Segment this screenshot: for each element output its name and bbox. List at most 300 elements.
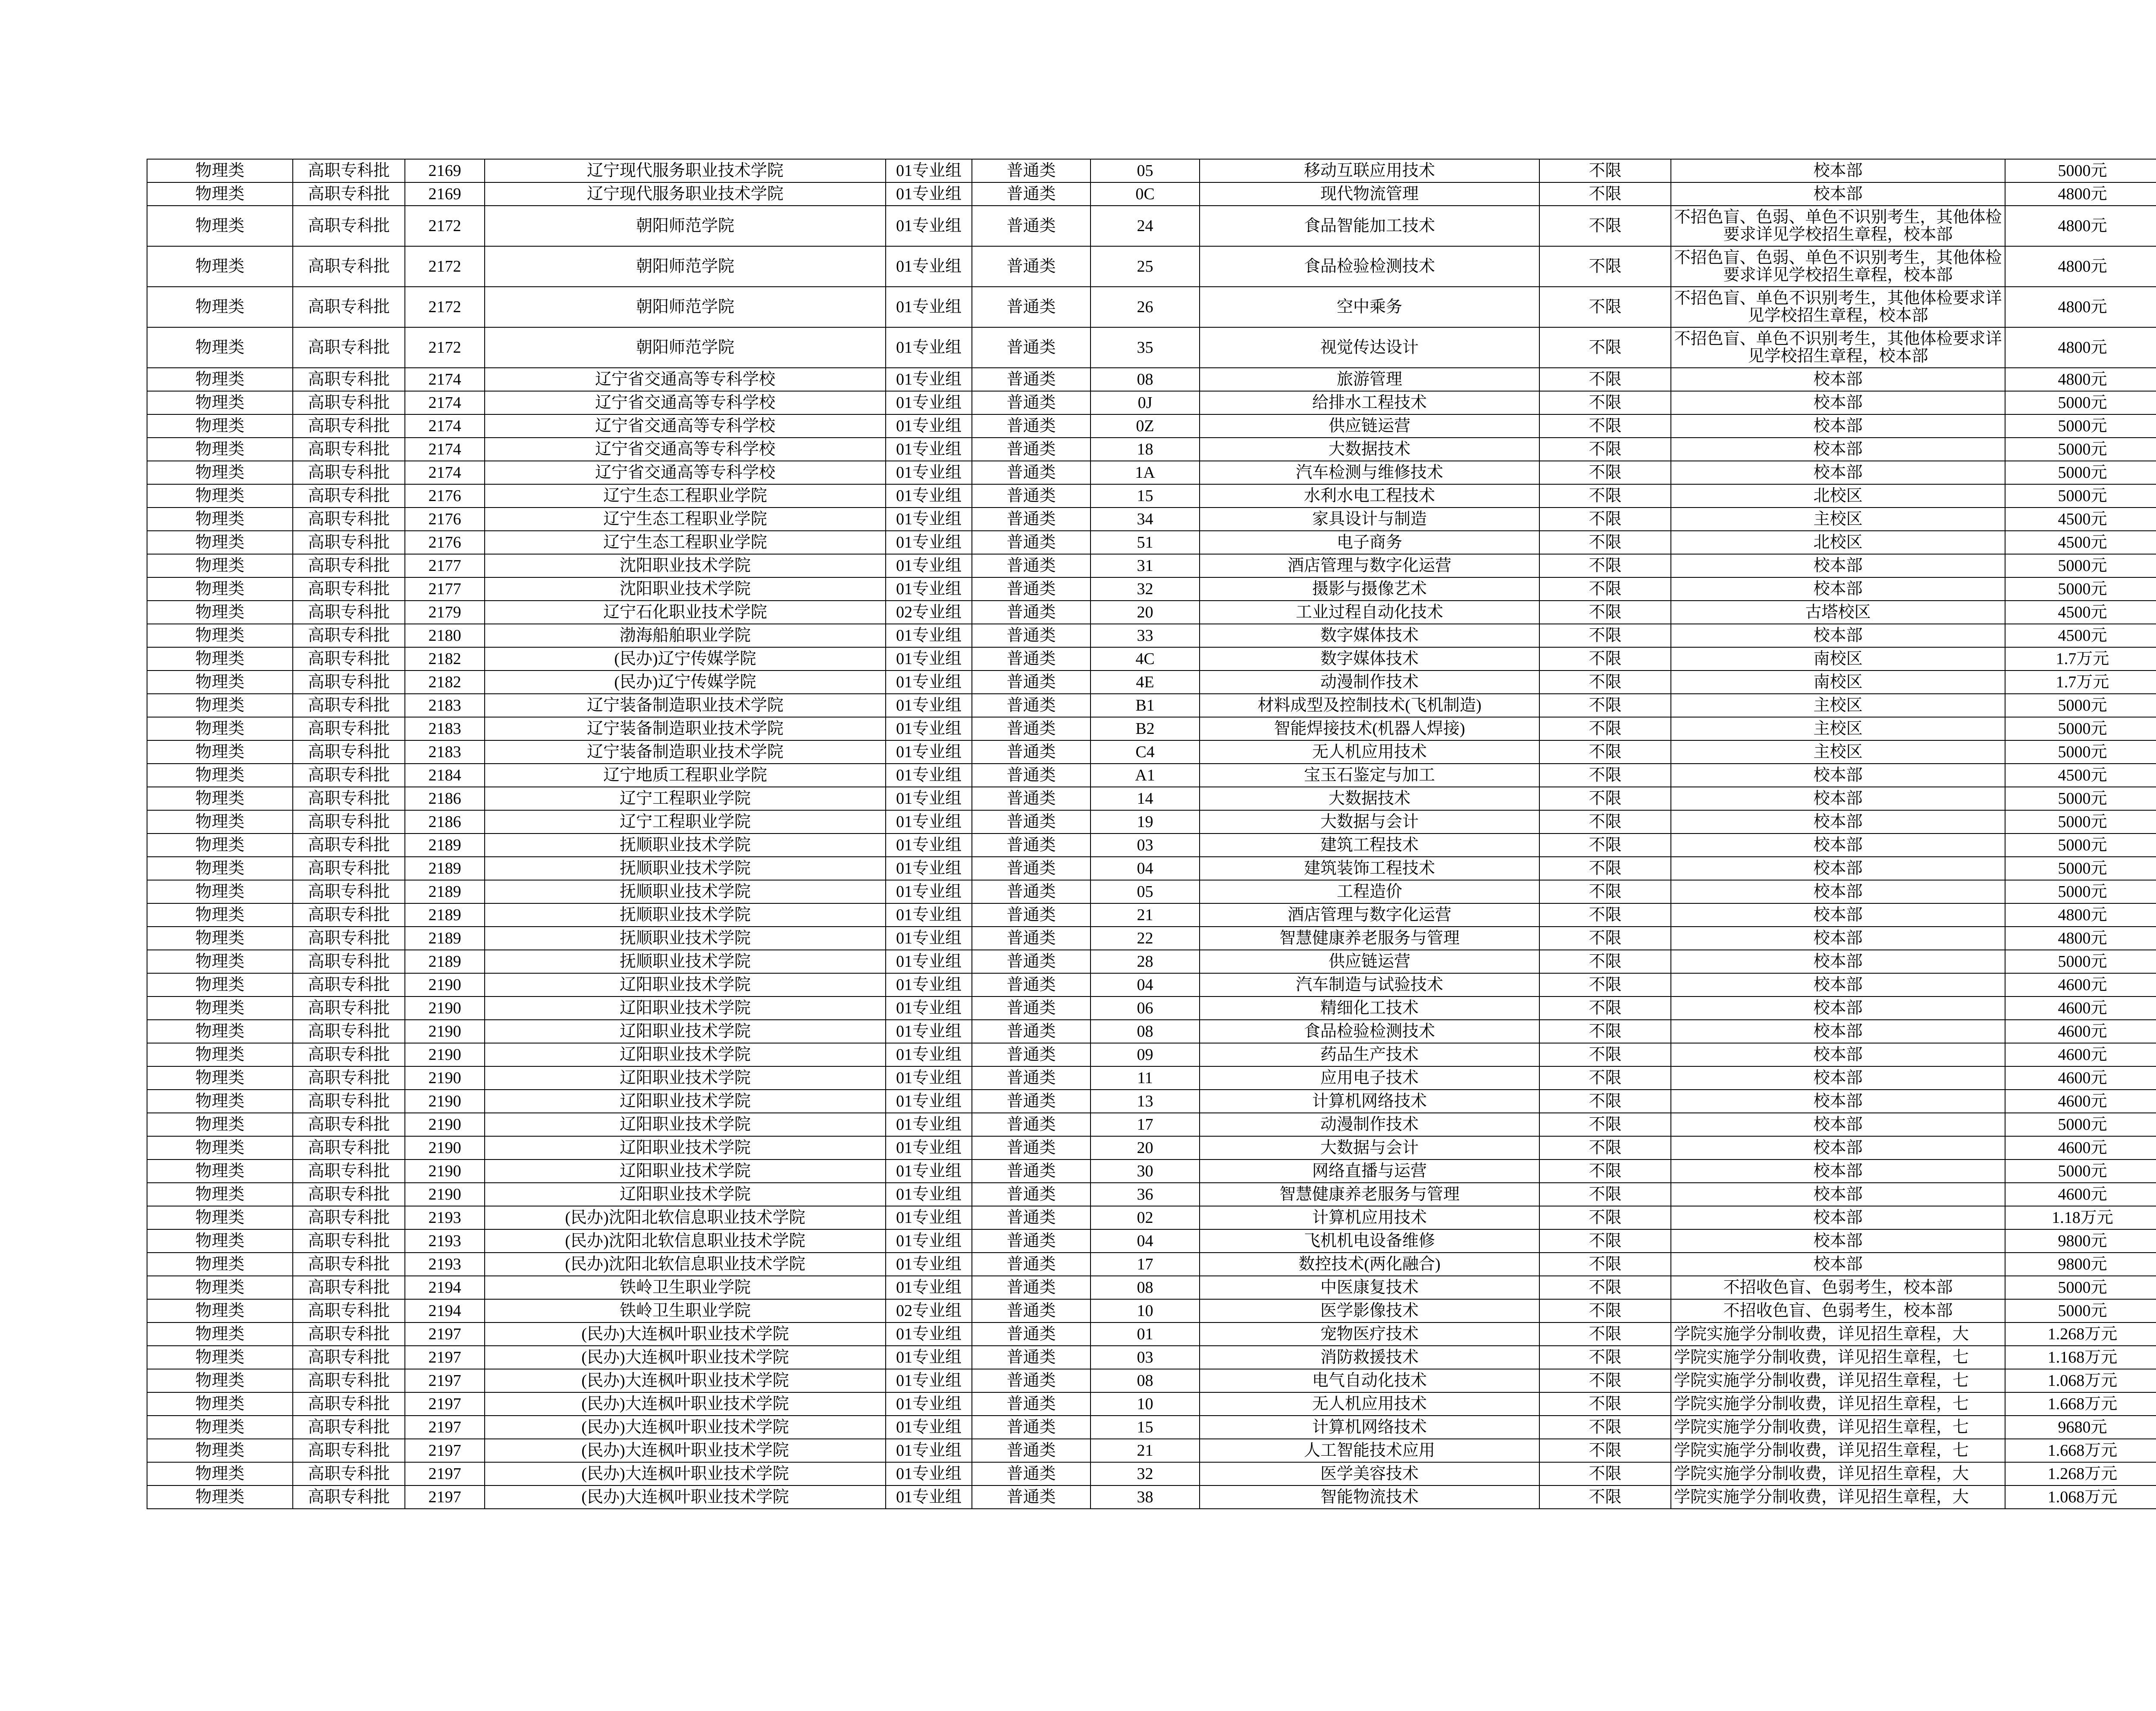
restriction-cell: 不限 xyxy=(1539,1322,1671,1346)
major-name-cell: 精细化工技术 xyxy=(1200,997,1539,1020)
group-cell: 01专业组 xyxy=(886,206,972,246)
batch-cell: 高职专科批 xyxy=(293,834,405,857)
subject-cell: 物理类 xyxy=(147,554,293,577)
school-name-cell: 辽宁省交通高等专科学校 xyxy=(485,414,886,438)
batch-cell: 高职专科批 xyxy=(293,327,405,368)
tuition-cell: 4600元 xyxy=(2005,973,2156,997)
major-code-cell: 26 xyxy=(1091,287,1200,327)
restriction-cell: 不限 xyxy=(1539,1066,1671,1090)
school-code-cell: 2190 xyxy=(405,973,485,997)
type-cell: 普通类 xyxy=(972,1299,1091,1322)
restriction-cell: 不限 xyxy=(1539,327,1671,368)
restriction-cell: 不限 xyxy=(1539,246,1671,287)
table-row xyxy=(147,717,2156,740)
tuition-cell: 4600元 xyxy=(2005,1043,2156,1066)
school-code-cell: 2197 xyxy=(405,1322,485,1346)
restriction-cell: 不限 xyxy=(1539,1090,1671,1113)
group-cell: 01专业组 xyxy=(886,1136,972,1159)
group-cell: 01专业组 xyxy=(886,1183,972,1206)
school-name-cell: 辽阳职业技术学院 xyxy=(485,1020,886,1043)
batch-cell: 高职专科批 xyxy=(293,1253,405,1276)
major-code-cell: 33 xyxy=(1091,624,1200,647)
note-cell: 南校区 xyxy=(1671,647,2005,671)
restriction-cell: 不限 xyxy=(1539,880,1671,903)
batch-cell: 高职专科批 xyxy=(293,740,405,764)
table-row xyxy=(147,159,2156,182)
major-code-cell: 15 xyxy=(1091,484,1200,508)
school-name-cell: 辽宁石化职业技术学院 xyxy=(485,601,886,624)
tuition-cell: 4800元 xyxy=(2005,182,2156,206)
subject-cell: 物理类 xyxy=(147,624,293,647)
major-code-cell: 04 xyxy=(1091,973,1200,997)
type-cell: 普通类 xyxy=(972,834,1091,857)
major-name-cell: 食品智能加工技术 xyxy=(1200,206,1539,246)
major-code-cell: 34 xyxy=(1091,508,1200,531)
table-row xyxy=(147,1416,2156,1439)
group-cell: 01专业组 xyxy=(886,414,972,438)
group-cell: 01专业组 xyxy=(886,1322,972,1346)
tuition-cell: 5000元 xyxy=(2005,414,2156,438)
group-cell: 01专业组 xyxy=(886,950,972,973)
school-code-cell: 2183 xyxy=(405,740,485,764)
type-cell: 普通类 xyxy=(972,1183,1091,1206)
batch-cell: 高职专科批 xyxy=(293,787,405,810)
note-cell: 校本部 xyxy=(1671,950,2005,973)
major-name-cell: 工程造价 xyxy=(1200,880,1539,903)
subject-cell: 物理类 xyxy=(147,717,293,740)
type-cell: 普通类 xyxy=(972,717,1091,740)
table-row xyxy=(147,484,2156,508)
tuition-cell: 9680元 xyxy=(2005,1416,2156,1439)
major-name-cell: 动漫制作技术 xyxy=(1200,671,1539,694)
school-code-cell: 2169 xyxy=(405,182,485,206)
table-row xyxy=(147,577,2156,601)
school-name-cell: 朝阳师范学院 xyxy=(485,327,886,368)
batch-cell: 高职专科批 xyxy=(293,1322,405,1346)
subject-cell: 物理类 xyxy=(147,1462,293,1485)
school-name-cell: 辽宁现代服务职业技术学院 xyxy=(485,182,886,206)
major-name-cell: 宠物医疗技术 xyxy=(1200,1322,1539,1346)
restriction-cell: 不限 xyxy=(1539,1439,1671,1462)
restriction-cell: 不限 xyxy=(1539,368,1671,391)
table-row xyxy=(147,246,2156,287)
school-name-cell: (民办)大连枫叶职业技术学院 xyxy=(485,1392,886,1416)
batch-cell: 高职专科批 xyxy=(293,997,405,1020)
school-name-cell: 辽阳职业技术学院 xyxy=(485,1159,886,1183)
type-cell: 普通类 xyxy=(972,1229,1091,1253)
school-name-cell: (民办)大连枫叶职业技术学院 xyxy=(485,1416,886,1439)
major-code-cell: 08 xyxy=(1091,1276,1200,1299)
school-name-cell: 辽阳职业技术学院 xyxy=(485,1043,886,1066)
subject-cell: 物理类 xyxy=(147,327,293,368)
school-code-cell: 2197 xyxy=(405,1392,485,1416)
batch-cell: 高职专科批 xyxy=(293,1206,405,1229)
school-code-cell: 2190 xyxy=(405,997,485,1020)
tuition-cell: 9800元 xyxy=(2005,1253,2156,1276)
note-cell: 校本部 xyxy=(1671,182,2005,206)
tuition-cell: 4600元 xyxy=(2005,997,2156,1020)
restriction-cell: 不限 xyxy=(1539,601,1671,624)
group-cell: 01专业组 xyxy=(886,531,972,554)
group-cell: 01专业组 xyxy=(886,1462,972,1485)
batch-cell: 高职专科批 xyxy=(293,671,405,694)
tuition-cell: 4800元 xyxy=(2005,903,2156,927)
table-row xyxy=(147,1253,2156,1276)
type-cell: 普通类 xyxy=(972,764,1091,787)
note-cell: 学院实施学分制收费，详见招生章程，大 xyxy=(1671,1485,2005,1509)
major-code-cell: 08 xyxy=(1091,368,1200,391)
major-code-cell: 13 xyxy=(1091,1090,1200,1113)
subject-cell: 物理类 xyxy=(147,1485,293,1509)
school-name-cell: 朝阳师范学院 xyxy=(485,206,886,246)
major-code-cell: 21 xyxy=(1091,903,1200,927)
type-cell: 普通类 xyxy=(972,1322,1091,1346)
note-cell: 校本部 xyxy=(1671,1020,2005,1043)
subject-cell: 物理类 xyxy=(147,531,293,554)
tuition-cell: 4500元 xyxy=(2005,624,2156,647)
school-name-cell: (民办)大连枫叶职业技术学院 xyxy=(485,1346,886,1369)
table-row xyxy=(147,461,2156,484)
type-cell: 普通类 xyxy=(972,159,1091,182)
school-name-cell: 抚顺职业技术学院 xyxy=(485,834,886,857)
batch-cell: 高职专科批 xyxy=(293,1229,405,1253)
subject-cell: 物理类 xyxy=(147,1253,293,1276)
type-cell: 普通类 xyxy=(972,647,1091,671)
type-cell: 普通类 xyxy=(972,787,1091,810)
subject-cell: 物理类 xyxy=(147,159,293,182)
subject-cell: 物理类 xyxy=(147,1416,293,1439)
school-code-cell: 2197 xyxy=(405,1369,485,1392)
subject-cell: 物理类 xyxy=(147,484,293,508)
table-row xyxy=(147,182,2156,206)
subject-cell: 物理类 xyxy=(147,1299,293,1322)
table-row xyxy=(147,997,2156,1020)
group-cell: 01专业组 xyxy=(886,857,972,880)
major-code-cell: B1 xyxy=(1091,694,1200,717)
note-cell: 校本部 xyxy=(1671,1066,2005,1090)
restriction-cell: 不限 xyxy=(1539,857,1671,880)
major-code-cell: 51 xyxy=(1091,531,1200,554)
note-cell: 校本部 xyxy=(1671,391,2005,414)
batch-cell: 高职专科批 xyxy=(293,1485,405,1509)
major-code-cell: 28 xyxy=(1091,950,1200,973)
type-cell: 普通类 xyxy=(972,1136,1091,1159)
type-cell: 普通类 xyxy=(972,1485,1091,1509)
major-code-cell: 19 xyxy=(1091,810,1200,834)
school-name-cell: 辽阳职业技术学院 xyxy=(485,1113,886,1136)
table-row xyxy=(147,438,2156,461)
school-code-cell: 2172 xyxy=(405,246,485,287)
group-cell: 01专业组 xyxy=(886,1229,972,1253)
subject-cell: 物理类 xyxy=(147,182,293,206)
group-cell: 01专业组 xyxy=(886,182,972,206)
major-name-cell: 无人机应用技术 xyxy=(1200,740,1539,764)
batch-cell: 高职专科批 xyxy=(293,973,405,997)
tuition-cell: 5000元 xyxy=(2005,1113,2156,1136)
school-code-cell: 2176 xyxy=(405,508,485,531)
major-name-cell: 空中乘务 xyxy=(1200,287,1539,327)
note-cell: 校本部 xyxy=(1671,764,2005,787)
batch-cell: 高职专科批 xyxy=(293,159,405,182)
note-cell: 校本部 xyxy=(1671,903,2005,927)
major-code-cell: 06 xyxy=(1091,997,1200,1020)
group-cell: 01专业组 xyxy=(886,997,972,1020)
table-row xyxy=(147,671,2156,694)
type-cell: 普通类 xyxy=(972,1346,1091,1369)
tuition-cell: 5000元 xyxy=(2005,1159,2156,1183)
major-code-cell: 17 xyxy=(1091,1253,1200,1276)
major-name-cell: 汽车检测与维修技术 xyxy=(1200,461,1539,484)
subject-cell: 物理类 xyxy=(147,834,293,857)
group-cell: 01专业组 xyxy=(886,1276,972,1299)
subject-cell: 物理类 xyxy=(147,740,293,764)
group-cell: 01专业组 xyxy=(886,287,972,327)
school-name-cell: 沈阳职业技术学院 xyxy=(485,577,886,601)
group-cell: 01专业组 xyxy=(886,787,972,810)
major-code-cell: 01 xyxy=(1091,1322,1200,1346)
subject-cell: 物理类 xyxy=(147,438,293,461)
major-name-cell: 智慧健康养老服务与管理 xyxy=(1200,1183,1539,1206)
subject-cell: 物理类 xyxy=(147,287,293,327)
major-code-cell: 31 xyxy=(1091,554,1200,577)
table-row xyxy=(147,1462,2156,1485)
tuition-cell: 5000元 xyxy=(2005,857,2156,880)
group-cell: 01专业组 xyxy=(886,624,972,647)
note-cell: 校本部 xyxy=(1671,159,2005,182)
school-code-cell: 2190 xyxy=(405,1136,485,1159)
subject-cell: 物理类 xyxy=(147,577,293,601)
school-name-cell: 朝阳师范学院 xyxy=(485,246,886,287)
major-name-cell: 视觉传达设计 xyxy=(1200,327,1539,368)
batch-cell: 高职专科批 xyxy=(293,1392,405,1416)
major-code-cell: 17 xyxy=(1091,1113,1200,1136)
major-name-cell: 家具设计与制造 xyxy=(1200,508,1539,531)
batch-cell: 高职专科批 xyxy=(293,577,405,601)
table-body xyxy=(147,159,2156,1509)
table-row xyxy=(147,1322,2156,1346)
table-row xyxy=(147,764,2156,787)
major-name-cell: 网络直播与运营 xyxy=(1200,1159,1539,1183)
restriction-cell: 不限 xyxy=(1539,997,1671,1020)
restriction-cell: 不限 xyxy=(1539,182,1671,206)
school-name-cell: 辽阳职业技术学院 xyxy=(485,1183,886,1206)
tuition-cell: 5000元 xyxy=(2005,159,2156,182)
subject-cell: 物理类 xyxy=(147,1183,293,1206)
note-cell: 校本部 xyxy=(1671,810,2005,834)
major-name-cell: 计算机网络技术 xyxy=(1200,1090,1539,1113)
major-name-cell: 汽车制造与试验技术 xyxy=(1200,973,1539,997)
batch-cell: 高职专科批 xyxy=(293,810,405,834)
table-row xyxy=(147,1136,2156,1159)
tuition-cell: 5000元 xyxy=(2005,740,2156,764)
type-cell: 普通类 xyxy=(972,577,1091,601)
table-row xyxy=(147,647,2156,671)
school-name-cell: (民办)大连枫叶职业技术学院 xyxy=(485,1485,886,1509)
restriction-cell: 不限 xyxy=(1539,834,1671,857)
tuition-cell: 4500元 xyxy=(2005,531,2156,554)
note-cell: 不招色盲、色弱、单色不识别考生，其他体检要求详见学校招生章程，校本部 xyxy=(1671,206,2005,246)
school-code-cell: 2183 xyxy=(405,694,485,717)
type-cell: 普通类 xyxy=(972,857,1091,880)
tuition-cell: 5000元 xyxy=(2005,1299,2156,1322)
table-row xyxy=(147,554,2156,577)
restriction-cell: 不限 xyxy=(1539,1392,1671,1416)
table-row xyxy=(147,1113,2156,1136)
restriction-cell: 不限 xyxy=(1539,1113,1671,1136)
table-row xyxy=(147,834,2156,857)
group-cell: 01专业组 xyxy=(886,880,972,903)
tuition-cell: 4600元 xyxy=(2005,1066,2156,1090)
school-code-cell: 2189 xyxy=(405,880,485,903)
school-name-cell: 辽宁工程职业学院 xyxy=(485,787,886,810)
subject-cell: 物理类 xyxy=(147,1043,293,1066)
table-row xyxy=(147,694,2156,717)
group-cell: 01专业组 xyxy=(886,1485,972,1509)
restriction-cell: 不限 xyxy=(1539,671,1671,694)
subject-cell: 物理类 xyxy=(147,880,293,903)
note-cell: 校本部 xyxy=(1671,857,2005,880)
type-cell: 普通类 xyxy=(972,206,1091,246)
major-name-cell: 材料成型及控制技术(飞机制造) xyxy=(1200,694,1539,717)
major-name-cell: 智能焊接技术(机器人焊接) xyxy=(1200,717,1539,740)
batch-cell: 高职专科批 xyxy=(293,414,405,438)
group-cell: 01专业组 xyxy=(886,1066,972,1090)
note-cell: 校本部 xyxy=(1671,1253,2005,1276)
school-name-cell: 辽宁省交通高等专科学校 xyxy=(485,461,886,484)
major-name-cell: 动漫制作技术 xyxy=(1200,1113,1539,1136)
school-name-cell: 辽阳职业技术学院 xyxy=(485,1066,886,1090)
type-cell: 普通类 xyxy=(972,461,1091,484)
school-code-cell: 2197 xyxy=(405,1462,485,1485)
school-name-cell: 辽阳职业技术学院 xyxy=(485,1136,886,1159)
type-cell: 普通类 xyxy=(972,997,1091,1020)
group-cell: 01专业组 xyxy=(886,764,972,787)
school-code-cell: 2189 xyxy=(405,857,485,880)
tuition-cell: 5000元 xyxy=(2005,717,2156,740)
table-row xyxy=(147,1299,2156,1322)
subject-cell: 物理类 xyxy=(147,694,293,717)
type-cell: 普通类 xyxy=(972,1066,1091,1090)
type-cell: 普通类 xyxy=(972,1159,1091,1183)
batch-cell: 高职专科批 xyxy=(293,927,405,950)
major-code-cell: 14 xyxy=(1091,787,1200,810)
major-name-cell: 给排水工程技术 xyxy=(1200,391,1539,414)
group-cell: 01专业组 xyxy=(886,1346,972,1369)
note-cell: 校本部 xyxy=(1671,834,2005,857)
note-cell: 校本部 xyxy=(1671,1183,2005,1206)
note-cell: 学院实施学分制收费，详见招生章程，七 xyxy=(1671,1392,2005,1416)
type-cell: 普通类 xyxy=(972,1113,1091,1136)
subject-cell: 物理类 xyxy=(147,1206,293,1229)
subject-cell: 物理类 xyxy=(147,1066,293,1090)
major-name-cell: 医学美容技术 xyxy=(1200,1462,1539,1485)
type-cell: 普通类 xyxy=(972,740,1091,764)
tuition-cell: 5000元 xyxy=(2005,787,2156,810)
table-row xyxy=(147,1090,2156,1113)
note-cell: 校本部 xyxy=(1671,577,2005,601)
school-name-cell: 辽宁装备制造职业技术学院 xyxy=(485,740,886,764)
school-name-cell: (民办)沈阳北软信息职业技术学院 xyxy=(485,1229,886,1253)
restriction-cell: 不限 xyxy=(1539,531,1671,554)
school-name-cell: 朝阳师范学院 xyxy=(485,287,886,327)
school-name-cell: 沈阳职业技术学院 xyxy=(485,554,886,577)
school-code-cell: 2184 xyxy=(405,764,485,787)
group-cell: 02专业组 xyxy=(886,601,972,624)
batch-cell: 高职专科批 xyxy=(293,554,405,577)
restriction-cell: 不限 xyxy=(1539,694,1671,717)
table-row xyxy=(147,327,2156,368)
major-code-cell: 38 xyxy=(1091,1485,1200,1509)
type-cell: 普通类 xyxy=(972,1369,1091,1392)
subject-cell: 物理类 xyxy=(147,1113,293,1136)
group-cell: 01专业组 xyxy=(886,484,972,508)
major-name-cell: 无人机应用技术 xyxy=(1200,1392,1539,1416)
tuition-cell: 1.668万元 xyxy=(2005,1392,2156,1416)
major-name-cell: 大数据与会计 xyxy=(1200,810,1539,834)
restriction-cell: 不限 xyxy=(1539,1020,1671,1043)
table-row xyxy=(147,1206,2156,1229)
tuition-cell: 1.18万元 xyxy=(2005,1206,2156,1229)
school-code-cell: 2189 xyxy=(405,950,485,973)
school-code-cell: 2174 xyxy=(405,391,485,414)
batch-cell: 高职专科批 xyxy=(293,287,405,327)
type-cell: 普通类 xyxy=(972,1043,1091,1066)
major-name-cell: 水利水电工程技术 xyxy=(1200,484,1539,508)
note-cell: 校本部 xyxy=(1671,1229,2005,1253)
group-cell: 01专业组 xyxy=(886,461,972,484)
major-code-cell: 30 xyxy=(1091,1159,1200,1183)
major-name-cell: 建筑工程技术 xyxy=(1200,834,1539,857)
tuition-cell: 4800元 xyxy=(2005,206,2156,246)
tuition-cell: 5000元 xyxy=(2005,834,2156,857)
group-cell: 01专业组 xyxy=(886,1253,972,1276)
restriction-cell: 不限 xyxy=(1539,927,1671,950)
group-cell: 01专业组 xyxy=(886,1416,972,1439)
batch-cell: 高职专科批 xyxy=(293,1369,405,1392)
subject-cell: 物理类 xyxy=(147,1322,293,1346)
major-name-cell: 移动互联应用技术 xyxy=(1200,159,1539,182)
school-code-cell: 2174 xyxy=(405,438,485,461)
school-name-cell: 抚顺职业技术学院 xyxy=(485,857,886,880)
school-name-cell: (民办)沈阳北软信息职业技术学院 xyxy=(485,1253,886,1276)
note-cell: 校本部 xyxy=(1671,1043,2005,1066)
major-code-cell: 05 xyxy=(1091,880,1200,903)
group-cell: 01专业组 xyxy=(886,391,972,414)
school-name-cell: (民办)辽宁传媒学院 xyxy=(485,647,886,671)
note-cell: 学院实施学分制收费，详见招生章程，七 xyxy=(1671,1369,2005,1392)
subject-cell: 物理类 xyxy=(147,927,293,950)
batch-cell: 高职专科批 xyxy=(293,950,405,973)
school-name-cell: 辽阳职业技术学院 xyxy=(485,1090,886,1113)
school-name-cell: 抚顺职业技术学院 xyxy=(485,880,886,903)
major-name-cell: 电气自动化技术 xyxy=(1200,1369,1539,1392)
restriction-cell: 不限 xyxy=(1539,1346,1671,1369)
table-row xyxy=(147,1229,2156,1253)
restriction-cell: 不限 xyxy=(1539,1159,1671,1183)
tuition-cell: 4600元 xyxy=(2005,1090,2156,1113)
type-cell: 普通类 xyxy=(972,531,1091,554)
restriction-cell: 不限 xyxy=(1539,1369,1671,1392)
school-name-cell: 铁岭卫生职业学院 xyxy=(485,1299,886,1322)
table-row xyxy=(147,1346,2156,1369)
group-cell: 02专业组 xyxy=(886,1299,972,1322)
tuition-cell: 1.068万元 xyxy=(2005,1485,2156,1509)
tuition-cell: 4500元 xyxy=(2005,508,2156,531)
note-cell: 校本部 xyxy=(1671,438,2005,461)
type-cell: 普通类 xyxy=(972,484,1091,508)
restriction-cell: 不限 xyxy=(1539,1253,1671,1276)
batch-cell: 高职专科批 xyxy=(293,508,405,531)
